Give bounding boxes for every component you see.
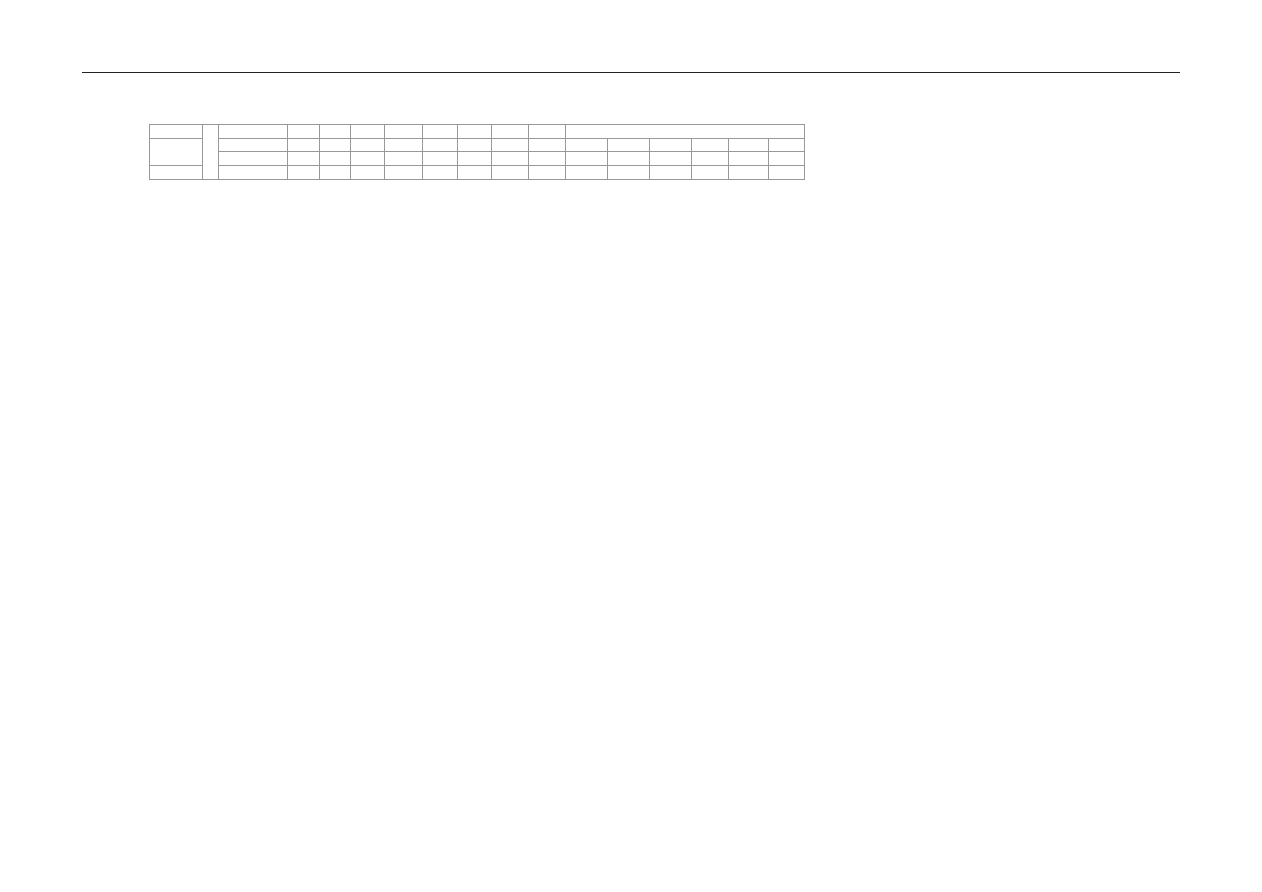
wind-value — [320, 152, 351, 166]
temp-value — [769, 138, 805, 152]
condition-header — [529, 125, 566, 139]
wind-value — [692, 152, 729, 166]
ice-value — [288, 166, 320, 180]
temp-value — [423, 138, 458, 152]
wind-value — [458, 152, 492, 166]
wind-value — [423, 152, 458, 166]
ice-value — [650, 166, 692, 180]
temp-value — [692, 138, 729, 152]
ice-value — [458, 166, 492, 180]
condition-header — [423, 125, 458, 139]
ice-value — [423, 166, 458, 180]
ice-value — [729, 166, 769, 180]
wind-value — [529, 152, 566, 166]
condition-header — [458, 125, 492, 139]
wind-value — [288, 152, 320, 166]
wind-value — [492, 152, 529, 166]
condition-header — [492, 125, 529, 139]
ice-value — [692, 166, 729, 180]
wind-value — [650, 152, 692, 166]
param-label-wind — [219, 152, 288, 166]
temp-value — [566, 138, 608, 152]
group-header — [566, 125, 805, 139]
stress-sag-table — [149, 124, 805, 193]
wind-value — [608, 152, 650, 166]
corner-stress-label — [150, 125, 203, 139]
wind-value — [769, 152, 805, 166]
condition-header — [385, 125, 423, 139]
ice-value — [385, 166, 423, 180]
temp-value — [458, 138, 492, 152]
table-row — [150, 166, 805, 180]
temp-value — [729, 138, 769, 152]
temp-value — [650, 138, 692, 152]
param-label-temp — [219, 138, 288, 152]
temp-value — [288, 138, 320, 152]
ice-value — [608, 166, 650, 180]
param-label-ice — [219, 166, 288, 180]
condition-header — [320, 125, 351, 139]
ice-value — [529, 166, 566, 180]
condition-header — [288, 125, 320, 139]
ice-value — [566, 166, 608, 180]
ice-value — [351, 166, 385, 180]
table-row — [150, 138, 805, 152]
span-header — [150, 166, 203, 180]
wind-value — [729, 152, 769, 166]
wind-value — [351, 152, 385, 166]
temp-value — [529, 138, 566, 152]
temp-value — [320, 138, 351, 152]
table-row — [150, 125, 805, 139]
wind-value — [385, 152, 423, 166]
ice-value — [492, 166, 529, 180]
temp-value — [608, 138, 650, 152]
header-rule — [82, 72, 1180, 73]
condition-header — [351, 125, 385, 139]
temp-value — [385, 138, 423, 152]
blank-cell — [219, 125, 288, 139]
corner-vertical-label — [203, 125, 219, 180]
ice-value — [769, 166, 805, 180]
temp-value — [351, 138, 385, 152]
table-row — [150, 179, 805, 193]
corner-sag-label — [150, 138, 203, 165]
table-row — [150, 152, 805, 166]
ice-value — [320, 166, 351, 180]
wind-value — [566, 152, 608, 166]
temp-value — [492, 138, 529, 152]
